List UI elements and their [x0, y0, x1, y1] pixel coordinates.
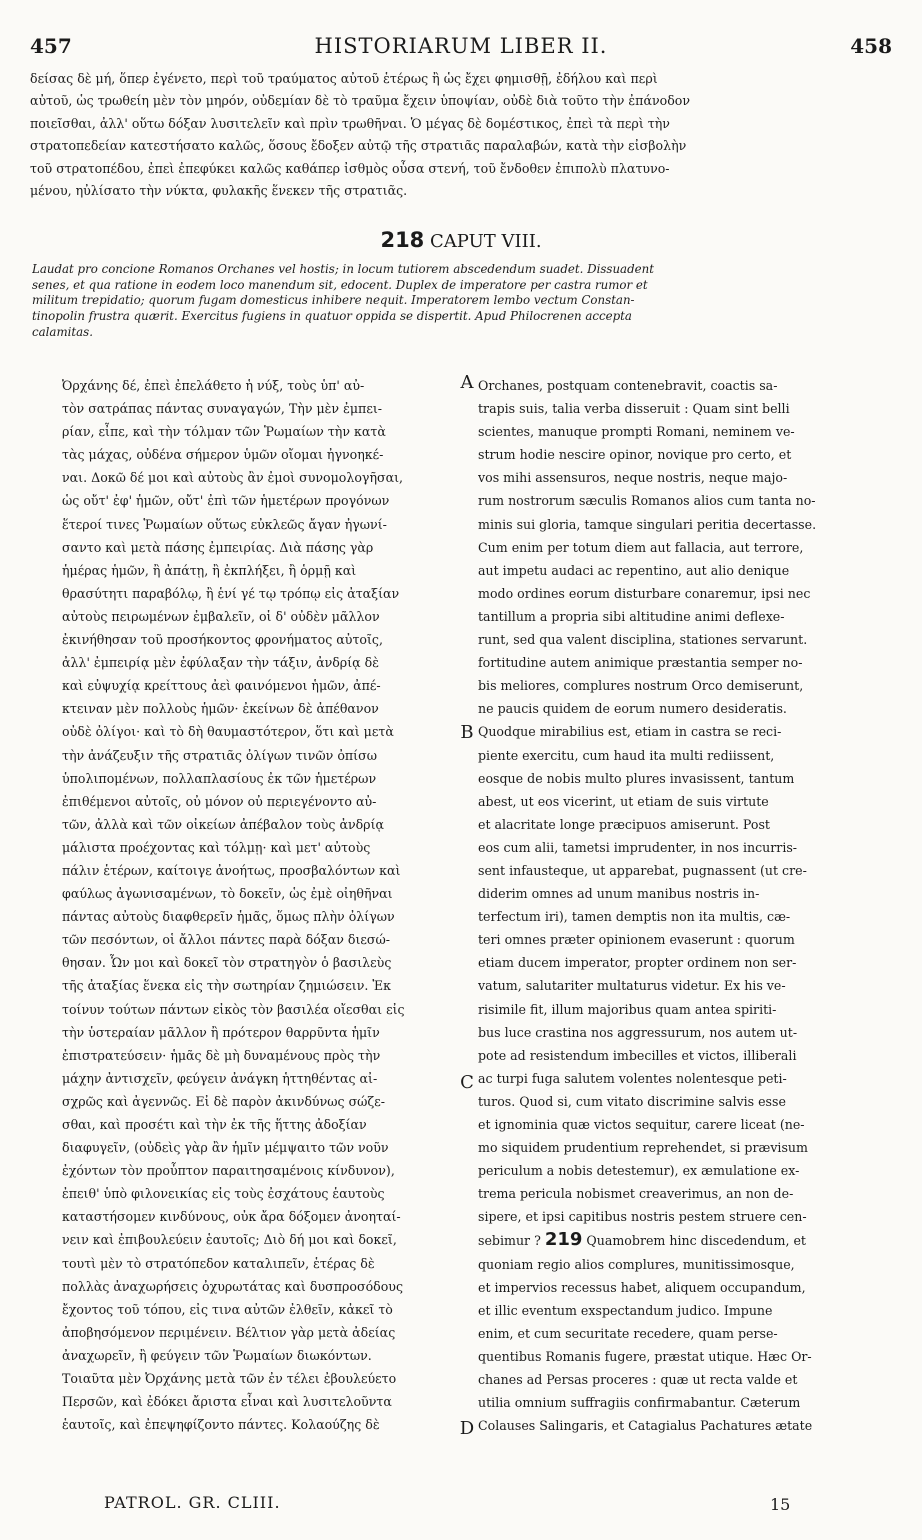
text-line: τῆς ἀταξίας ἕνεκα εἰς τὴν σωτηρίαν ζημιώσειν. Ἐκ	[62, 978, 391, 994]
chapter-summary	[32, 262, 892, 341]
footer-signature: PATROL. GR. CLIII.	[104, 1493, 281, 1512]
text-line: scientes, manuque prompti Romani, neminem ve-	[478, 424, 795, 440]
text-line: etiam ducem imperator, propter ordinem non ser-	[478, 955, 797, 971]
text-line: enim, et cum securitate recedere, quam perse-	[478, 1325, 778, 1341]
text-line: ne paucis quidem de eorum numero desideratis.	[478, 701, 787, 717]
summary-line: militum trepidatio; quorum fugam domesticus inhibere nequit. Imperatorem lembo vectum Constan-	[32, 293, 635, 308]
text-line: periculum a nobis detestemur), ex æmulatione ex-	[478, 1163, 800, 1179]
text-line: trapis suis, talia verba disseruit : Quam sint belli	[478, 401, 790, 417]
text-line: bus luce crastina nos aggressurum, nos autem ut-	[478, 1024, 798, 1040]
text-line: Colauses Salingaris, et Catagialus Pachatures ætate	[478, 1418, 813, 1434]
text-line: οὐδὲ ὀλίγοι· καὶ τὸ δὴ θαυμαστότερον, ὅτι καὶ μετὰ	[62, 724, 394, 740]
latin-column	[478, 374, 896, 1437]
text-line: τοίνυν τούτων πάντων εἰκὸς τὸν βασιλέα οἴεσθαι εἰς	[62, 1001, 405, 1017]
text-line: τουτὶ μὲν τὸ στρατόπεδον καταλιπεῖν, ἑτέρας δὲ	[62, 1255, 375, 1271]
text-line: ἕτεροί τινες Ῥωμαίων οὕτως εὐκλεῶς ἄγαν ἠγωνί-	[62, 516, 387, 532]
text-line: et alacritate longe præcipuos amiserunt. Post	[478, 816, 770, 832]
text-line: ἡμέρας ἡμῶν, ἢ ἀπάτῃ, ἢ ἐκπλήξει, ἢ ὁρμῇ καὶ	[62, 562, 357, 578]
text-line: terfectum iri), tamen demptis non ita multis, cæ-	[478, 909, 791, 925]
text-line: ρίαν, εἶπε, καὶ τὴν τόλμαν τῶν Ῥωμαίων τὴν κατὰ	[62, 424, 386, 440]
chapter-title: CAPUT VIII.	[430, 231, 542, 252]
text-line: ἀλλ' ἐμπειρίᾳ μὲν ἐφύλαξαν τὴν τάξιν, ἀνδρίᾳ δὲ	[62, 655, 379, 671]
text-line: τὴν ὑστεραίαν μᾶλλον ἢ πρότερον θαρρῦντα ἡμῖν	[62, 1024, 380, 1040]
text-line: αὐτοὺς πειρωμένων ἐμβαλεῖν, οἱ δ' οὐδὲν μᾶλλον	[62, 608, 380, 624]
margin-marker-b: B	[460, 722, 474, 743]
page-marker: 219	[544, 1229, 583, 1251]
text-line: sent infausteque, ut apparebat, pugnassent (ut cre-	[478, 862, 807, 878]
text-line: θρασύτητι παραβόλῳ, ἢ ἑνί γέ τῳ τρόπῳ εἰς ἀταξίαν	[62, 585, 400, 601]
text-line: τὸν σατράπας πάντας συναγαγών, Τὴν μὲν ἐμπει-	[62, 401, 383, 417]
text-line: Τοιαῦτα μὲν Ὀρχάνης μετὰ τῶν ἐν τέλει ἐβουλεύετο	[62, 1371, 397, 1387]
text-line: risimile fit, illum majoribus quam antea spiriti-	[478, 1001, 777, 1017]
text-line: pote ad resistendum imbecilles et victos, illiberali	[478, 1047, 797, 1063]
text-line: ναι. Δοκῶ δέ μοι καὶ αὐτοὺς ἂν ἐμοὶ συνομολογῆσαι,	[62, 470, 404, 486]
text-line: minis sui gloria, tamque singulari peritia decertasse.	[478, 516, 817, 532]
text-line: μένου, ηὐλίσατο τὴν νύκτα, φυλακῆς ἕνεκεν τῆς στρατιᾶς.	[30, 183, 408, 199]
text-line: φαύλως ἀγωνισαμένων, τὸ δοκεῖν, ὡς ἐμὲ οἰηθῆναι	[62, 886, 393, 902]
chapter-heading	[0, 228, 922, 252]
text-line: Ὀρχάνης δέ, ἐπεὶ ἐπελάθετο ἡ νύξ, τοὺς ὑπ' αὐ-	[62, 378, 365, 393]
text-line: modo ordines eorum disturbare conaremur, ipsi nec	[478, 585, 811, 601]
text-line: τῶν, ἀλλὰ καὶ τῶν οἰκείων ἀπέβαλον τοὺς ἀνδρίᾳ	[62, 816, 385, 832]
text-line: strum hodie nescire opinor, novique pro certo, et	[478, 447, 792, 463]
text-line: eos cum alii, tametsi imprudenter, in nos incurris-	[478, 839, 798, 855]
text-line: trema pericula nobismet creaverimus, an non de-	[478, 1186, 794, 1202]
text-line: μάλιστα προέχοντας καὶ τόλμῃ· καὶ μετ' αὐτοὺς	[62, 839, 371, 855]
text-line: καὶ εὐψυχίᾳ κρείττους ἀεὶ φαινόμενοι ἡμῶν, ἀπέ-	[62, 678, 381, 694]
text-line: sipere, et ipsi capitibus nostris pestem struere cen-	[478, 1209, 807, 1225]
text-line: quentibus Romanis fugere, præstat utique. Hæc Or-	[478, 1348, 812, 1364]
text-line: Περσῶν, καὶ ἐδόκει ἄριστα εἶναι καὶ λυσιτελοῦντα	[62, 1394, 392, 1410]
text-line: καταστήσομεν κινδύνους, οὐκ ἄρα δόξομεν ἀνοηταί-	[62, 1209, 401, 1225]
text-line: ἐχόντων τὸν προὖπτον παραιτησαμένοις κίνδυνον),	[62, 1163, 395, 1179]
text-line: runt, sed qua valent disciplina, stationes servarunt.	[478, 632, 808, 648]
text-line: quoniam regio alios complures, munitissimosque,	[478, 1256, 795, 1272]
text-line: μάχην ἀντισχεῖν, φεύγειν ἀνάγκη ἡττηθέντας αἰ-	[62, 1070, 378, 1086]
running-header	[30, 34, 892, 60]
text-line: tantillum a propria sibi altitudine animi deflexe-	[478, 608, 785, 624]
latin-page-marker-line	[478, 1228, 896, 1252]
text-line: θησαν. Ὧν μοι καὶ δοκεῖ τὸν στρατηγὸν ὁ βασιλεὺς	[62, 955, 392, 971]
margin-marker-d: D	[459, 1418, 475, 1439]
text-line: ἀποβησόμενον περιμένειν. Βέλτιον γὰρ μετὰ ἀδείας	[62, 1324, 396, 1340]
text-line: vatum, salutariter multaturus videtur. Ex his ve-	[478, 978, 786, 994]
margin-marker-c: C	[460, 1072, 474, 1093]
text-line: Cum enim per totum diem aut fallacia, aut terrore,	[478, 539, 804, 555]
text-line: πολλὰς ἀναχωρήσεις ὀχυρωτάτας καὶ δυσπροσόδους	[62, 1278, 404, 1294]
text-line: et illic eventum exspectandum judico. Impune	[478, 1302, 773, 1318]
text-line: τοῦ στρατοπέδου, ἐπεὶ ἐπεφύκει καλῶς καθάπερ ἰσθμὸς οὖσα στενή, τοῦ ἔνδοθεν ἐπιπολὺ πλατυνο-	[30, 160, 670, 176]
text-line: στρατοπεδείαν κατεστήσατο καλῶς, ὅσους ἔδοξεν αὐτῷ τῆς στρατιᾶς παραλαβών, κατὰ τὴν εἰσβολὴν	[30, 138, 687, 154]
text-fragment: sebimur ?	[478, 1233, 545, 1249]
margin-marker-a: A	[460, 372, 474, 393]
text-line: utilia omnium suffragiis confirmabantur. Cæterum	[478, 1395, 801, 1411]
text-line: fortitudine autem animique præstantia semper no-	[478, 655, 803, 671]
summary-line: calamitas.	[32, 324, 93, 339]
page-number-right: 458	[850, 34, 892, 58]
text-line: teri omnes præter opinionem evaserunt : quorum	[478, 932, 795, 948]
text-line: Orchanes, postquam contenebravit, coactis sa-	[478, 378, 778, 393]
text-line: σαντο καὶ μετὰ πάσης ἐμπειρίας. Διὰ πάσης γὰρ	[62, 539, 374, 555]
text-line: turos. Quod si, cum vitato discrimine salvis esse	[478, 1093, 786, 1109]
page-marker: 218	[380, 228, 425, 252]
text-line: ἐπειθ' ὑπὸ φιλονεικίας εἰς τοὺς ἐσχάτους ἑαυτοὺς	[62, 1186, 385, 1202]
text-line: vos mihi assensuros, neque nostris, neque majo-	[478, 470, 788, 486]
text-line: rum nostrorum sæculis Romanos alios cum tanta no-	[478, 493, 816, 509]
text-line: et ignominia quæ victos sequitur, carere liceat (ne-	[478, 1117, 805, 1132]
text-fragment: Quamobrem hinc discedendum, et	[582, 1233, 806, 1249]
text-line: bis meliores, complures nostrum Orco demiserunt,	[478, 678, 804, 694]
text-line: τῶν πεσόντων, οἱ ἄλλοι πάντες παρὰ δόξαν διεσώ-	[62, 932, 391, 948]
text-line: σχρῶς καὶ ἀγεννῶς. Εἰ δὲ παρὸν ἀκινδύνως σώζε-	[62, 1093, 386, 1109]
text-line: chanes ad Persas proceres : quæ ut recta valde et	[478, 1372, 798, 1388]
text-line: ac turpi fuga salutem volentes nolentesque peti-	[478, 1070, 787, 1086]
text-line: piente exercitu, cum haud ita multi rediissent,	[478, 747, 775, 763]
summary-line: Laudat pro concione Romanos Orchanes vel hostis; in locum tutiorem abscedendum suadet. Dissuadent	[32, 262, 654, 276]
text-line: et impervios recessus habet, aliquem occupandum,	[478, 1279, 806, 1295]
text-line: τὰς μάχας, οὐδένα σήμερον ὑμῶν οἴομαι ἠγνοηκέ-	[62, 447, 384, 463]
text-line: νειν καὶ ἐπιβουλεύειν ἑαυτοῖς; Διὸ δή μοι καὶ δοκεῖ,	[62, 1232, 397, 1248]
text-line: δείσας δὲ μή, ὅπερ ἐγένετο, περὶ τοῦ τραύματος αὐτοῦ ἑτέρως ἢ ὡς ἔχει φημισθῇ, ἐδήλου καὶ περὶ	[30, 71, 658, 86]
latin-lines-bottom	[478, 1253, 896, 1438]
text-line: ἐπιθέμενοι αὐτοῖς, οὐ μόνον οὐ περιεγένοντο αὐ-	[62, 793, 377, 809]
text-line: ποιεῖσθαι, ἀλλ' οὕτω δόξαν λυσιτελεῖν καὶ πρὶν τρωθῆναι. Ὁ μέγας δὲ δομέστικος, ἐπεὶ τὰ περὶ τὴν	[30, 115, 670, 131]
text-line: ἐκινήθησαν τοῦ προσήκοντος φρονήματος αὐτοῖς,	[62, 632, 383, 648]
text-line: διαφυγεῖν, (οὐδεὶς γὰρ ἂν ἡμῖν μέμψαιτο τῶν νοῦν	[62, 1140, 389, 1156]
page-number-left: 457	[30, 34, 72, 58]
text-line: ἀναχωρεῖν, ἢ φεύγειν τῶν Ῥωμαίων διωκόντων.	[62, 1347, 372, 1363]
text-line: κτειναν μὲν πολλοὺς ἡμῶν· ἐκείνων δὲ ἀπέθανον	[62, 701, 379, 717]
text-line: aut impetu audaci ac repentino, aut alio denique	[478, 562, 790, 578]
text-line: mo siquidem prudentium reprehendet, si prævisum	[478, 1140, 808, 1156]
greek-column	[62, 374, 460, 1436]
text-line: Quodque mirabilius est, etiam in castra se reci-	[478, 724, 782, 740]
latin-lines-top	[478, 374, 896, 1228]
text-line: σθαι, καὶ προσέτι καὶ τὴν ἐκ τῆς ἥττης ἀδοξίαν	[62, 1117, 367, 1132]
text-line: πάλιν ἑτέρων, καίτοιγε ἀνοήτως, προσβαλόντων καὶ	[62, 862, 401, 878]
text-line: ὡς οὔτ' ἐφ' ἡμῶν, οὔτ' ἐπὶ τῶν ἡμετέρων προγόνων	[62, 493, 390, 509]
summary-line: senes, et qua ratione in eodem loco manendum sit, edocent. Duplex de imperatore per castra rumor et	[32, 277, 648, 292]
text-line: ὑπολιπομένων, πολλαπλασίους ἐκ τῶν ἡμετέρων	[62, 770, 377, 786]
text-line: πάντας αὐτοὺς διαφθερεῖν ἡμᾶς, ὅμως πλὴν ὀλίγων	[62, 909, 395, 925]
top-greek-paragraph	[30, 68, 894, 202]
running-title: HISTORIARUM LIBER II.	[314, 34, 608, 58]
text-line: αὐτοῦ, ὡς τρωθείη μὲν τὸν μηρόν, οὐδεμίαν δὲ τὸ τραῦμα ἔχειν ὑποψίαν, οὐδὲ διὰ τοῦτο τὴν ἐπάνοδον	[30, 93, 691, 109]
text-line: ἐπιστρατεύσειν· ἡμᾶς δὲ μὴ δυναμένους πρὸς τὴν	[62, 1047, 381, 1063]
summary-line: tinopolin frustra quærit. Exercitus fugiens in quatuor oppida se dispertit. Apud Philocrenen accepta	[32, 309, 632, 324]
text-line: τὴν ἀνάζευξιν τῆς στρατιᾶς ὀλίγων τινῶν ὀπίσω	[62, 747, 377, 763]
footer-number: 15	[770, 1495, 791, 1514]
text-line: ἑαυτοῖς, καὶ ἐπεψηφίζοντο πάντες. Κολαούζης δὲ	[62, 1417, 380, 1433]
text-line: abest, ut eos vicerint, ut etiam de suis virtute	[478, 793, 769, 809]
text-line: diderim omnes ad unum manibus nostris in-	[478, 886, 760, 902]
text-line: eosque de nobis multo plures invasissent, tantum	[478, 770, 795, 786]
text-line: ἔχοντος τοῦ τόπου, εἰς τινα αὐτῶν ἐλθεῖν, κἀκεῖ τὸ	[62, 1301, 393, 1317]
